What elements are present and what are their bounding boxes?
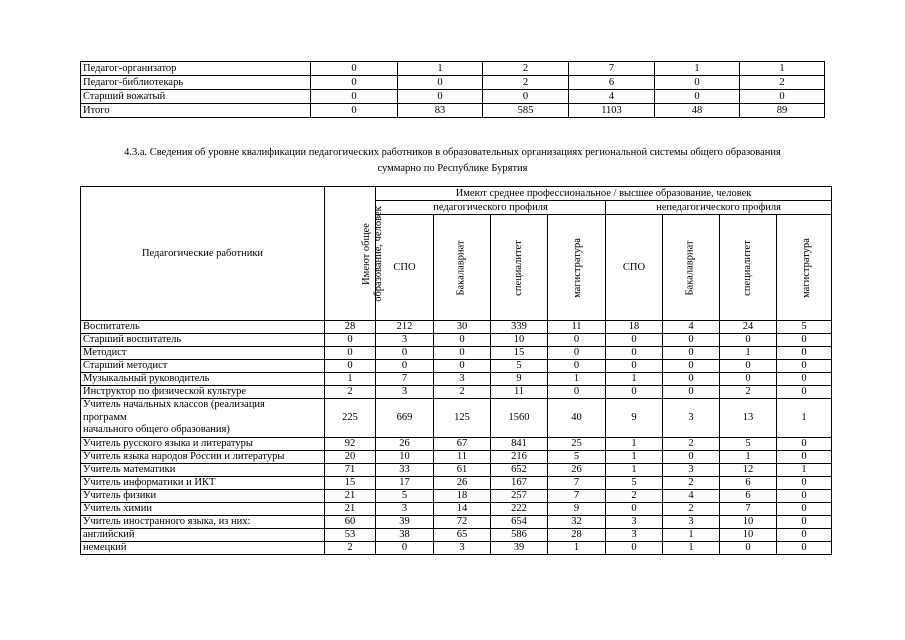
header-general-education: Имеют общее образование, человек bbox=[325, 187, 376, 321]
cell-value: 1 bbox=[606, 373, 663, 386]
cell-value: 72 bbox=[434, 515, 491, 528]
cell-value: 0 bbox=[663, 386, 720, 399]
cell-value: 1 bbox=[663, 541, 720, 554]
cell-value: 1560 bbox=[491, 399, 548, 438]
row-label: Учитель физики bbox=[81, 489, 325, 502]
row-label: Учитель химии bbox=[81, 502, 325, 515]
staff-summary-table bbox=[80, 61, 825, 118]
row-label: Учитель информатики и ИКТ bbox=[81, 476, 325, 489]
cell-value: 38 bbox=[376, 528, 434, 541]
cell-value: 10 bbox=[720, 515, 777, 528]
table-row bbox=[81, 476, 832, 489]
cell-value: 0 bbox=[548, 360, 606, 373]
cell-value: 3 bbox=[376, 386, 434, 399]
cell-value: 0 bbox=[311, 62, 398, 76]
cell-value: 12 bbox=[720, 463, 777, 476]
cell-value: 1 bbox=[606, 463, 663, 476]
row-label: Музыкальный руководитель bbox=[81, 373, 325, 386]
row-label: Старший воспитатель bbox=[81, 334, 325, 347]
row-label: Учитель языка народов России и литературы bbox=[81, 450, 325, 463]
cell-value: 92 bbox=[325, 437, 376, 450]
cell-value: 65 bbox=[434, 528, 491, 541]
cell-value: 0 bbox=[720, 334, 777, 347]
caption-line-2: суммарно по Республике Бурятия bbox=[377, 163, 528, 174]
cell-value: 0 bbox=[606, 360, 663, 373]
header-sub-1: Бакалавриат bbox=[434, 215, 491, 321]
cell-value: 5 bbox=[777, 321, 832, 334]
cell-value: 2 bbox=[483, 76, 569, 90]
cell-value: 0 bbox=[325, 360, 376, 373]
row-label-line: программ bbox=[83, 411, 127, 423]
cell-value: 0 bbox=[663, 334, 720, 347]
cell-value: 0 bbox=[311, 104, 398, 118]
cell-value: 4 bbox=[663, 321, 720, 334]
table-row bbox=[81, 76, 825, 90]
cell-value: 71 bbox=[325, 463, 376, 476]
cell-value: 0 bbox=[655, 90, 740, 104]
cell-value: 0 bbox=[777, 489, 832, 502]
cell-value: 18 bbox=[434, 489, 491, 502]
cell-value: 167 bbox=[491, 476, 548, 489]
cell-value: 39 bbox=[376, 515, 434, 528]
row-label: Итого bbox=[81, 104, 311, 118]
cell-value: 0 bbox=[777, 437, 832, 450]
cell-value: 0 bbox=[777, 515, 832, 528]
cell-value: 39 bbox=[491, 541, 548, 554]
cell-value: 32 bbox=[548, 515, 606, 528]
cell-value: 21 bbox=[325, 489, 376, 502]
cell-value: 1 bbox=[777, 463, 832, 476]
cell-value: 25 bbox=[548, 437, 606, 450]
cell-value: 1 bbox=[663, 528, 720, 541]
cell-value: 0 bbox=[720, 360, 777, 373]
header-sub-5: Бакалавриат bbox=[663, 215, 720, 321]
qualification-table bbox=[80, 186, 832, 555]
cell-value: 48 bbox=[655, 104, 740, 118]
table-row bbox=[81, 360, 832, 373]
cell-value: 0 bbox=[720, 541, 777, 554]
cell-value: 6 bbox=[720, 476, 777, 489]
cell-value: 0 bbox=[606, 541, 663, 554]
row-label-line: начального общего образования) bbox=[83, 424, 230, 435]
cell-value: 0 bbox=[777, 528, 832, 541]
cell-value: 0 bbox=[434, 334, 491, 347]
cell-value: 9 bbox=[548, 502, 606, 515]
cell-value: 3 bbox=[434, 541, 491, 554]
cell-value: 28 bbox=[548, 528, 606, 541]
cell-value: 1 bbox=[720, 347, 777, 360]
row-label: Учитель русского языка и литературы bbox=[81, 437, 325, 450]
cell-value: 216 bbox=[491, 450, 548, 463]
cell-value: 0 bbox=[777, 502, 832, 515]
cell-value: 0 bbox=[777, 541, 832, 554]
row-label: Методист bbox=[81, 347, 325, 360]
cell-value: 1 bbox=[325, 373, 376, 386]
header-sub-0: СПО bbox=[376, 215, 434, 321]
cell-value: 1 bbox=[548, 373, 606, 386]
cell-value: 0 bbox=[777, 450, 832, 463]
caption-line-1: 4.3.а. Сведения об уровне квалификации педагогических работников в образовательных организациях региональной системы общего образования bbox=[124, 147, 781, 158]
row-label: Педагог-библиотекарь bbox=[81, 76, 311, 90]
cell-value: 3 bbox=[663, 399, 720, 438]
cell-value: 11 bbox=[434, 450, 491, 463]
cell-value: 1 bbox=[655, 62, 740, 76]
cell-value: 6 bbox=[569, 76, 655, 90]
cell-value: 0 bbox=[398, 76, 483, 90]
cell-value: 0 bbox=[606, 386, 663, 399]
row-label: немецкий bbox=[81, 541, 325, 554]
cell-value: 28 bbox=[325, 321, 376, 334]
row-label: Учитель математики bbox=[81, 463, 325, 476]
table-row bbox=[81, 437, 832, 450]
cell-value: 15 bbox=[325, 476, 376, 489]
cell-value: 2 bbox=[663, 437, 720, 450]
cell-value: 15 bbox=[491, 347, 548, 360]
cell-value: 2 bbox=[720, 386, 777, 399]
cell-value: 0 bbox=[663, 373, 720, 386]
table-row bbox=[81, 541, 832, 554]
cell-value: 0 bbox=[606, 334, 663, 347]
table-row bbox=[81, 321, 832, 334]
cell-value: 225 bbox=[325, 399, 376, 438]
cell-value: 26 bbox=[434, 476, 491, 489]
table-row bbox=[81, 334, 832, 347]
row-label: Инструктор по физической культуре bbox=[81, 386, 325, 399]
cell-value: 7 bbox=[548, 489, 606, 502]
cell-value: 7 bbox=[548, 476, 606, 489]
cell-value: 0 bbox=[434, 360, 491, 373]
row-label: английский bbox=[81, 528, 325, 541]
cell-value: 1 bbox=[606, 450, 663, 463]
cell-value: 2 bbox=[434, 386, 491, 399]
cell-value: 0 bbox=[376, 347, 434, 360]
table-row bbox=[81, 528, 832, 541]
row-label: Педагог-организатор bbox=[81, 62, 311, 76]
cell-value: 5 bbox=[491, 360, 548, 373]
cell-value: 4 bbox=[663, 489, 720, 502]
cell-value: 26 bbox=[376, 437, 434, 450]
cell-value: 257 bbox=[491, 489, 548, 502]
cell-value: 0 bbox=[720, 373, 777, 386]
cell-value: 0 bbox=[777, 347, 832, 360]
cell-value: 222 bbox=[491, 502, 548, 515]
cell-value: 7 bbox=[569, 62, 655, 76]
cell-value: 0 bbox=[325, 334, 376, 347]
cell-value: 3 bbox=[434, 373, 491, 386]
header-sub-2: специалитет bbox=[491, 215, 548, 321]
cell-value: 0 bbox=[663, 347, 720, 360]
cell-value: 0 bbox=[663, 360, 720, 373]
cell-value: 586 bbox=[491, 528, 548, 541]
header-group: Имеют среднее профессиональное / высшее образование, человек bbox=[376, 187, 832, 201]
cell-value: 1 bbox=[777, 399, 832, 438]
cell-value: 0 bbox=[777, 360, 832, 373]
cell-value: 10 bbox=[376, 450, 434, 463]
cell-value: 2 bbox=[740, 76, 825, 90]
cell-value: 2 bbox=[325, 386, 376, 399]
cell-value: 2 bbox=[663, 502, 720, 515]
table-row bbox=[81, 502, 832, 515]
cell-value: 0 bbox=[548, 347, 606, 360]
cell-value: 11 bbox=[491, 386, 548, 399]
cell-value: 1 bbox=[720, 450, 777, 463]
cell-value: 14 bbox=[434, 502, 491, 515]
cell-value: 24 bbox=[720, 321, 777, 334]
cell-value: 13 bbox=[720, 399, 777, 438]
cell-value: 212 bbox=[376, 321, 434, 334]
cell-value: 0 bbox=[777, 334, 832, 347]
header-nonped-profile: непедагогического профиля bbox=[606, 201, 832, 215]
cell-value: 0 bbox=[311, 90, 398, 104]
cell-value: 7 bbox=[376, 373, 434, 386]
cell-value: 0 bbox=[325, 347, 376, 360]
cell-value: 2 bbox=[663, 476, 720, 489]
header-ped-profile: педагогического профиля bbox=[376, 201, 606, 215]
cell-value: 11 bbox=[548, 321, 606, 334]
cell-value: 20 bbox=[325, 450, 376, 463]
cell-value: 5 bbox=[376, 489, 434, 502]
cell-value: 0 bbox=[777, 373, 832, 386]
cell-value: 0 bbox=[606, 502, 663, 515]
table-row bbox=[81, 90, 825, 104]
cell-value: 67 bbox=[434, 437, 491, 450]
cell-value: 0 bbox=[655, 76, 740, 90]
cell-value: 61 bbox=[434, 463, 491, 476]
cell-value: 26 bbox=[548, 463, 606, 476]
table-row bbox=[81, 399, 832, 438]
row-label-line: Учитель начальных классов (реализация bbox=[83, 399, 265, 410]
table-row bbox=[81, 347, 832, 360]
cell-value: 9 bbox=[491, 373, 548, 386]
cell-value: 0 bbox=[311, 76, 398, 90]
cell-value: 33 bbox=[376, 463, 434, 476]
row-label: Старший методист bbox=[81, 360, 325, 373]
table-row bbox=[81, 373, 832, 386]
cell-value: 6 bbox=[720, 489, 777, 502]
table-row bbox=[81, 62, 825, 76]
cell-value: 1 bbox=[740, 62, 825, 76]
cell-value: 0 bbox=[740, 90, 825, 104]
cell-value: 2 bbox=[483, 62, 569, 76]
cell-value: 0 bbox=[606, 347, 663, 360]
cell-value: 30 bbox=[434, 321, 491, 334]
table-caption bbox=[70, 145, 835, 177]
cell-value: 7 bbox=[720, 502, 777, 515]
cell-value: 89 bbox=[740, 104, 825, 118]
table-row bbox=[81, 489, 832, 502]
cell-value: 10 bbox=[720, 528, 777, 541]
row-label: Старший вожатый bbox=[81, 90, 311, 104]
cell-value: 53 bbox=[325, 528, 376, 541]
header-sub-7: магистратура bbox=[777, 215, 832, 321]
cell-value: 3 bbox=[376, 334, 434, 347]
cell-value: 21 bbox=[325, 502, 376, 515]
cell-value: 654 bbox=[491, 515, 548, 528]
cell-value: 0 bbox=[777, 476, 832, 489]
cell-value: 83 bbox=[398, 104, 483, 118]
header-sub-3: магистратура bbox=[548, 215, 606, 321]
cell-value: 5 bbox=[606, 476, 663, 489]
cell-value: 40 bbox=[548, 399, 606, 438]
cell-value: 0 bbox=[548, 334, 606, 347]
cell-value: 0 bbox=[398, 90, 483, 104]
cell-value: 17 bbox=[376, 476, 434, 489]
cell-value: 3 bbox=[376, 502, 434, 515]
row-label: Воспитатель bbox=[81, 321, 325, 334]
cell-value: 3 bbox=[663, 463, 720, 476]
cell-value: 0 bbox=[777, 386, 832, 399]
cell-value: 9 bbox=[606, 399, 663, 438]
cell-value: 0 bbox=[548, 386, 606, 399]
header-name-col: Педагогические работники bbox=[81, 187, 325, 321]
cell-value: 3 bbox=[663, 515, 720, 528]
cell-value: 585 bbox=[483, 104, 569, 118]
cell-value: 652 bbox=[491, 463, 548, 476]
cell-value: 1 bbox=[606, 437, 663, 450]
cell-value: 3 bbox=[606, 515, 663, 528]
cell-value: 5 bbox=[548, 450, 606, 463]
cell-value: 125 bbox=[434, 399, 491, 438]
row-label: Учитель иностранного языка, из них: bbox=[81, 515, 325, 528]
cell-value: 1 bbox=[548, 541, 606, 554]
table-row bbox=[81, 386, 832, 399]
table-row bbox=[81, 463, 832, 476]
cell-value: 0 bbox=[376, 360, 434, 373]
table-row bbox=[81, 450, 832, 463]
cell-value: 339 bbox=[491, 321, 548, 334]
cell-value: 669 bbox=[376, 399, 434, 438]
cell-value: 0 bbox=[483, 90, 569, 104]
cell-value: 1103 bbox=[569, 104, 655, 118]
row-label bbox=[81, 399, 325, 438]
cell-value: 2 bbox=[325, 541, 376, 554]
cell-value: 0 bbox=[376, 541, 434, 554]
table-row bbox=[81, 515, 832, 528]
table-row bbox=[81, 104, 825, 118]
header-sub-4: СПО bbox=[606, 215, 663, 321]
header-sub-6: специалитет bbox=[720, 215, 777, 321]
cell-value: 0 bbox=[663, 450, 720, 463]
cell-value: 3 bbox=[606, 528, 663, 541]
cell-value: 10 bbox=[491, 334, 548, 347]
cell-value: 60 bbox=[325, 515, 376, 528]
cell-value: 0 bbox=[434, 347, 491, 360]
cell-value: 1 bbox=[398, 62, 483, 76]
cell-value: 841 bbox=[491, 437, 548, 450]
cell-value: 2 bbox=[606, 489, 663, 502]
cell-value: 4 bbox=[569, 90, 655, 104]
cell-value: 5 bbox=[720, 437, 777, 450]
cell-value: 18 bbox=[606, 321, 663, 334]
